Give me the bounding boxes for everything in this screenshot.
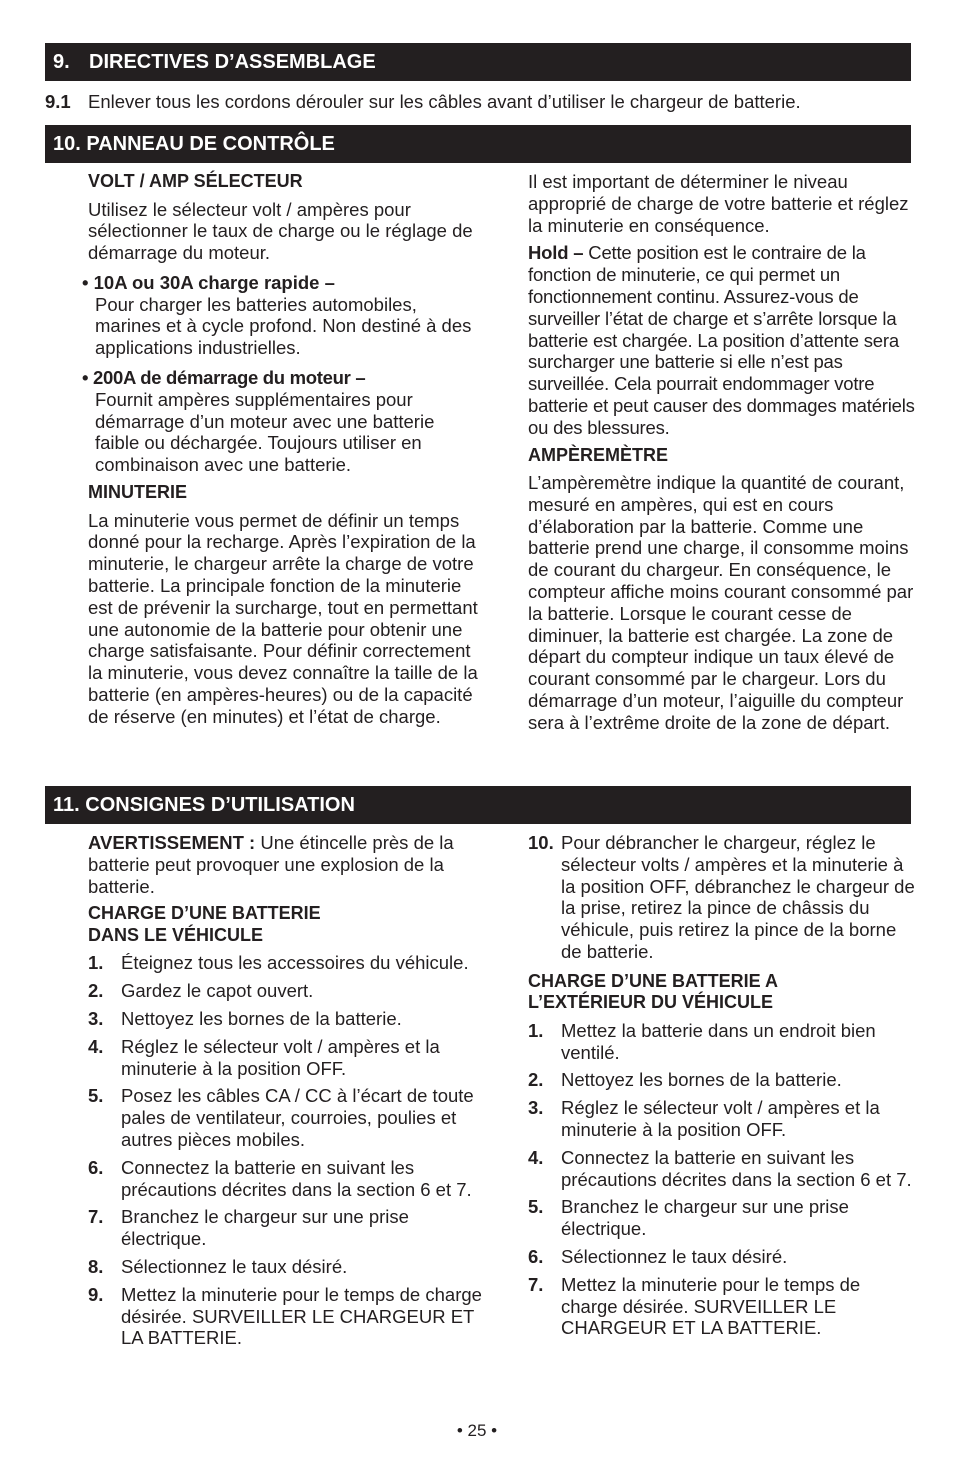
step-item bbox=[88, 1085, 483, 1150]
step-number: 1. bbox=[88, 952, 104, 974]
section-11-title: 11. CONSIGNES D’UTILISATION bbox=[53, 794, 355, 816]
step-text: Réglez le sélecteur volt / ampères et la minuterie à la position OFF. bbox=[121, 1035, 440, 1079]
warning-text: Une étincelle près de la batterie peut provoquer une explosion de la batterie. bbox=[88, 832, 454, 897]
step-text: Mettez la minuterie pour le temps de charge désirée. SURVEILLER LE CHARGEUR ET LA BATTERIE. bbox=[561, 1273, 861, 1339]
step-text: Nettoyez les bornes de la batterie. bbox=[561, 1069, 842, 1091]
control-panel-right-column bbox=[528, 171, 918, 734]
item-number: 9.1 bbox=[45, 91, 71, 112]
step-number: 5. bbox=[88, 1085, 104, 1107]
step-text: Branchez le chargeur sur une prise électrique. bbox=[121, 1206, 409, 1250]
step-number: 1. bbox=[528, 1019, 544, 1041]
step-number: 5. bbox=[528, 1196, 544, 1218]
in-vehicle-heading bbox=[88, 903, 483, 946]
step-item bbox=[528, 1274, 918, 1339]
step-number: 4. bbox=[528, 1146, 544, 1168]
step-number: 3. bbox=[88, 1007, 104, 1029]
step-item bbox=[88, 952, 483, 974]
step-item bbox=[88, 1008, 483, 1030]
ammeter-text: L’ampèremètre indique la quantité de courant, mesuré en ampères, qui est en cours d’élaboration par la batterie. Comme une batterie prend une charge, il consomme moins de courant du chargeur. En conséquence, le compteur affiche moins courant consommé par la batterie. Lorsque le courant cesse de diminuer, la batterie est chargée. La zone de départ du compteur indique un taux élevé de courant consommé par le chargeur. Lors du démarrage d’un moteur, l’aiguille du compteur sera à l’extrême droite de la zone de départ. bbox=[528, 472, 914, 733]
control-panel-left-column bbox=[82, 171, 483, 728]
bullet-fast-charge bbox=[82, 272, 483, 359]
step-item bbox=[528, 1246, 918, 1268]
hold-text: Cette position est le contraire de la fonction de minuterie, ce qui permet un fonctionnement continu. Assurez-vous de surveiller l’état de charge et s’arrête lorsque la batterie est chargée. La position d’attente sera surcharger une batterie si elle n’est pas surveillée. Cela pourrait endommager votre batterie et peut causer des dommages matériels ou des blessures. bbox=[528, 242, 915, 438]
section-9-number: 9. bbox=[53, 51, 70, 73]
step-item bbox=[528, 1097, 918, 1141]
volt-amp-text: Utilisez le sélecteur volt / ampères pour sélectionner le taux de charge ou le réglage de démarrage du moteur. bbox=[88, 198, 473, 264]
section-11-header bbox=[45, 786, 911, 824]
step-text: Connectez la batterie en suivant les précautions décrites dans la section 6 et 7. bbox=[561, 1146, 912, 1190]
outside-heading-line1: CHARGE D’UNE BATTERIE A bbox=[528, 970, 779, 991]
step-number: 4. bbox=[88, 1035, 104, 1057]
step-text: Gardez le capot ouvert. bbox=[121, 980, 314, 1002]
section-9-item bbox=[45, 91, 915, 113]
bullet-engine-start-title: • 200A de démarrage du moteur – bbox=[82, 367, 366, 389]
outside-vehicle-steps bbox=[528, 1020, 918, 1339]
step-text: Nettoyez les bornes de la batterie. bbox=[121, 1007, 402, 1029]
step-item bbox=[88, 1284, 483, 1349]
timer-intro-text: Il est important de déterminer le niveau approprié de charge de votre batterie et réglez la minuterie en conséquence. bbox=[528, 171, 909, 236]
step-item bbox=[88, 1206, 483, 1250]
volt-amp-heading: VOLT / AMP SÉLECTEUR bbox=[88, 171, 303, 191]
disconnect-step bbox=[528, 832, 918, 963]
bullet-fast-charge-title: • 10A ou 30A charge rapide – bbox=[82, 271, 335, 293]
hold-label: Hold – bbox=[528, 242, 584, 264]
step-number: 2. bbox=[528, 1069, 544, 1091]
item-text: Enlever tous les cordons dérouler sur les câbles avant d’utiliser le chargeur de batterie. bbox=[88, 91, 801, 112]
step-number: 10. bbox=[528, 832, 554, 853]
in-vehicle-heading-line2: DANS LE VÉHICULE bbox=[88, 924, 264, 945]
step-number: 9. bbox=[88, 1283, 104, 1305]
step-text: Connectez la batterie en suivant les précautions décrites dans la section 6 et 7. bbox=[121, 1156, 472, 1200]
step-text: Sélectionnez le taux désiré. bbox=[561, 1245, 788, 1267]
step-item bbox=[88, 1157, 483, 1201]
section-10-title: 10. PANNEAU DE CONTRÔLE bbox=[53, 133, 335, 155]
step-text: Branchez le chargeur sur une prise électrique. bbox=[561, 1196, 849, 1240]
step-number: 6. bbox=[528, 1245, 544, 1267]
step-item bbox=[528, 1069, 918, 1091]
outside-vehicle-heading bbox=[528, 971, 918, 1014]
step-item bbox=[88, 980, 483, 1002]
section-9-header bbox=[45, 43, 911, 81]
step-number: 6. bbox=[88, 1156, 104, 1178]
warning-label: AVERTISSEMENT : bbox=[88, 832, 256, 853]
warning-paragraph bbox=[88, 832, 483, 897]
step-text: Mettez la batterie dans un endroit bien ventilé. bbox=[561, 1019, 876, 1063]
bullet-engine-start bbox=[82, 367, 483, 476]
step-number: 3. bbox=[528, 1097, 544, 1119]
step-item bbox=[528, 1020, 918, 1064]
step-item bbox=[88, 1036, 483, 1080]
step-number: 2. bbox=[88, 980, 104, 1002]
bullet-engine-start-text: Fournit ampères supplémentaires pour démarrage d’un moteur avec une batterie faible ou déchargée. Toujours utiliser en combinaison avec une batterie. bbox=[95, 388, 435, 476]
outside-heading-line2: L’EXTÉRIEUR DU VÉHICULE bbox=[528, 992, 774, 1013]
usage-left-column bbox=[88, 832, 483, 1349]
step-item bbox=[88, 1256, 483, 1278]
bullet-fast-charge-text: Pour charger les batteries automobiles, marines et à cycle profond. Non destiné à des applications industrielles. bbox=[95, 293, 472, 359]
section-10-header bbox=[45, 125, 911, 163]
step-text: Éteignez tous les accessoires du véhicule. bbox=[121, 952, 469, 974]
section-9-title: DIRECTIVES D’ASSEMBLAGE bbox=[89, 51, 376, 73]
step-text: Réglez le sélecteur volt / ampères et la minuterie à la position OFF. bbox=[561, 1097, 880, 1140]
step-text: Sélectionnez le taux désiré. bbox=[121, 1255, 348, 1277]
step-item bbox=[528, 832, 918, 963]
step-number: 8. bbox=[88, 1255, 104, 1277]
step-number: 7. bbox=[528, 1273, 544, 1295]
step-text: Posez les câbles CA / CC à l’écart de toute pales de ventilateur, courroies, poulies et autres pièces mobiles. bbox=[121, 1085, 474, 1150]
step-number: 7. bbox=[88, 1206, 104, 1228]
step-item bbox=[528, 1147, 918, 1191]
step-item bbox=[528, 1196, 918, 1240]
hold-paragraph bbox=[528, 242, 918, 438]
page-number: • 25 • bbox=[456, 1421, 498, 1440]
timer-heading: MINUTERIE bbox=[88, 482, 187, 503]
timer-text: La minuterie vous permet de définir un temps donné pour la recharge. Après l’expiration de la minuterie, le chargeur arrête la charge de votre batterie. La principale fonction de la minuterie est de prévenir la surcharge, tout en permettant une autonomie de la batterie pour obtenir une charge satisfaisante. Pour définir correctement la minuterie, vous devez connaître la taille de la batterie (en ampères-heures) ou de la capacité de réserve (en minutes) et l’état de charge. bbox=[88, 509, 478, 727]
step-text: Pour débrancher le chargeur, réglez le sélecteur volts / ampères et la minuterie à la position OFF, débranchez le chargeur de la prise, retirez la pince de châssis du véhicule, puis retirez la pince de la borne de batterie. bbox=[561, 832, 915, 962]
ammeter-heading: AMPÈREMÈTRE bbox=[528, 444, 669, 465]
in-vehicle-heading-line1: CHARGE D’UNE BATTERIE bbox=[88, 903, 321, 924]
in-vehicle-steps bbox=[88, 952, 483, 1349]
usage-right-column bbox=[528, 832, 918, 1339]
step-text: Mettez la minuterie pour le temps de charge désirée. SURVEILLER LE CHARGEUR ET LA BATTERIE. bbox=[121, 1283, 482, 1349]
